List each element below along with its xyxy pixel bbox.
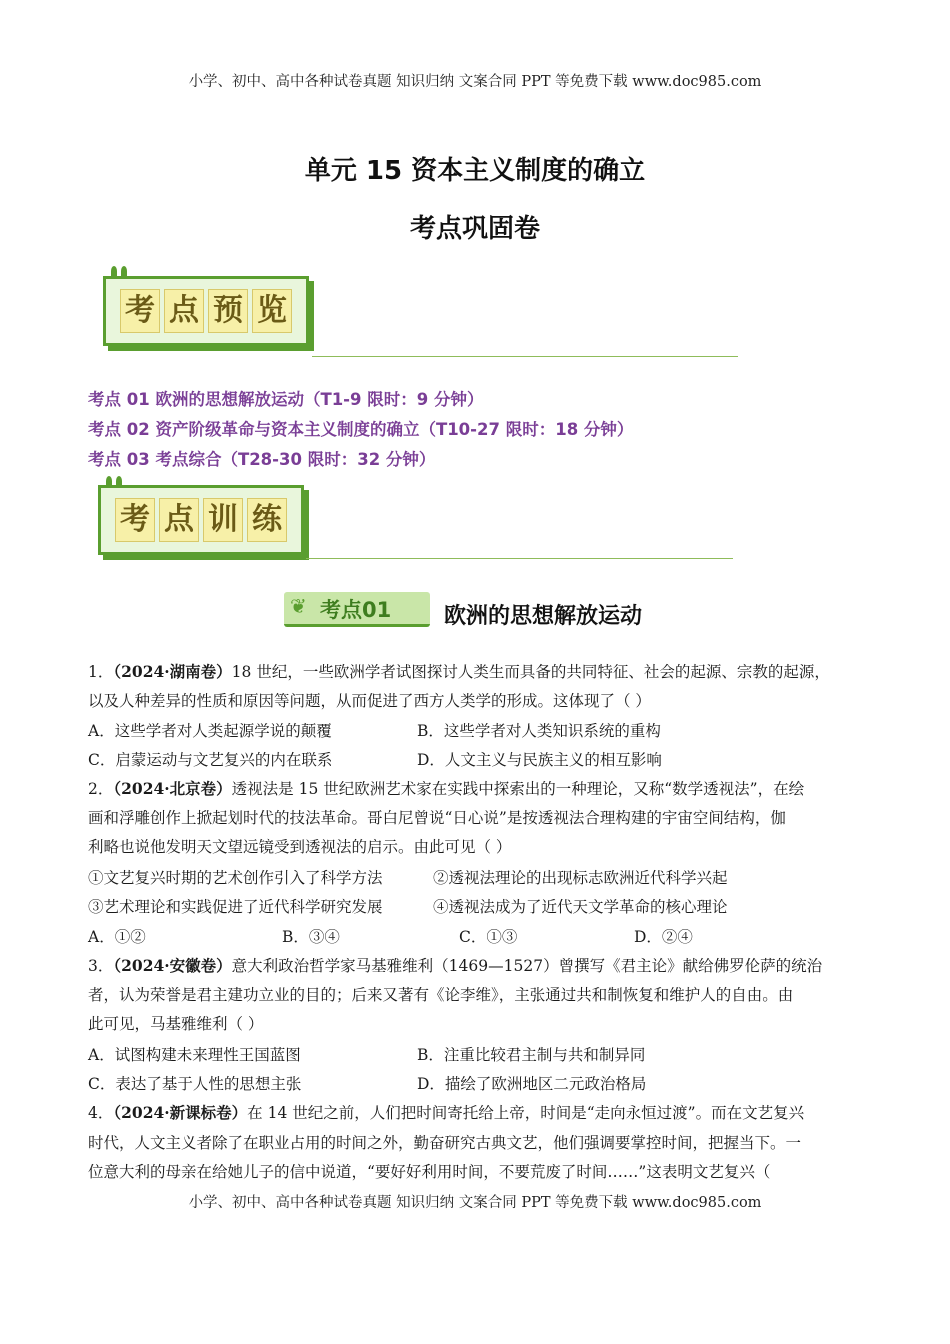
badge-char: 览 [252,289,292,333]
badge-char: 训 [203,498,243,542]
question-1: 1．（2024·湖南卷）18 世纪，一些欧洲学者试图探讨人类生而具备的共同特征、社会的起源、宗教的起源， [88,662,830,681]
option-d: D．②④ [634,928,693,946]
option-c: C．①③ [459,928,518,946]
badge-char: 点 [164,289,204,333]
page-subtitle: 考点巩固卷 [409,214,540,244]
page-footer: 小学、初中、高中各种试卷真题 知识归纳 文案合同 PPT 等免费下载 www.doc985.com [188,1195,762,1211]
outline-item: 考点 03 考点综合（T28-30 限时：32 分钟） [88,450,436,469]
option-a: A．①② [88,928,146,946]
divider [306,558,733,559]
statement-1: ①文艺复兴时期的艺术创作引入了科学方法 [88,869,383,887]
question-text: 画和浮雕创作上掀起划时代的技法革命。哥白尼曾说“日心说”是按透视法合理构建的宇宙空间结构，伽 [88,809,786,827]
statement-3: ③艺术理论和实践促进了近代科学研究发展 [88,898,383,916]
outline-item: 考点 01 欧洲的思想解放运动（T1-9 限时：9 分钟） [88,390,484,409]
question-text: 利略也说他发明天文望远镜受到透视法的启示。由此可见（ ） [88,838,512,856]
section-badge [284,588,434,628]
leaf-icon [111,266,117,276]
option-a: A．这些学者对人类起源学说的颠覆 [88,722,332,740]
question-4: 4．（2024·新课标卷）在 14 世纪之前，人们把时间寄托给上帝，时间是“走向永恒过渡”。而在文艺复兴 [88,1103,805,1122]
statement-2: ②透视法理论的出现标志欧洲近代科学兴起 [433,869,728,887]
outline-item: 考点 02 资产阶级革命与资本主义制度的确立（T10-27 限时：18 分钟） [88,420,634,439]
section-title: 欧洲的思想解放运动 [444,604,643,629]
badge-char: 考 [120,289,160,333]
question-text: 位意大利的母亲在给她儿子的信中说道，“要好好利用时间，不要荒废了时间……”这表明文艺复兴（ [88,1163,771,1181]
leaf-icon [121,266,127,276]
question-text: 此可见，马基雅维利（ ） [88,1015,264,1033]
option-c: C．启蒙运动与文艺复兴的内在联系 [88,751,333,769]
question-text: 以及人种差异的性质和原因等问题，从而促进了西方人类学的形成。这体现了（ ） [88,692,651,710]
question-2: 2．（2024·北京卷）透视法是 15 世纪欧洲艺术家在实践中探索出的一种理论，又称“数学透视法”，在绘 [88,779,805,798]
option-b: B．注重比较君主制与共和制异同 [417,1046,646,1064]
plant-icon: ❦ [290,594,307,618]
option-d: D．描绘了欧洲地区二元政治格局 [417,1075,647,1093]
divider [312,356,738,357]
question-text: 时代，人文主义者除了在职业占用的时间之外，勤奋研究古典文艺，他们强调要掌控时间，把握当下。一 [88,1134,802,1152]
question-text: 者，认为荣誉是君主建功立业的目的；后来又著有《论李维》，主张通过共和制恢复和维护人的自由。由 [88,986,794,1004]
page-header: 小学、初中、高中各种试卷真题 知识归纳 文案合同 PPT 等免费下载 www.doc985.com [188,74,762,90]
badge-char: 考 [115,498,155,542]
option-b: B．这些学者对人类知识系统的重构 [417,722,661,740]
badge-char: 点 [159,498,199,542]
question-3: 3．（2024·安徽卷）意大利政治哲学家马基雅维利（1469—1527）曾撰写《君主论》献给佛罗伦萨的统治 [88,956,823,975]
badge-char: 练 [247,498,287,542]
option-c: C．表达了基于人性的思想主张 [88,1075,302,1093]
option-a: A．试图构建未来理性王国蓝图 [88,1046,301,1064]
option-d: D．人文主义与民族主义的相互影响 [417,751,662,769]
statement-4: ④透视法成为了近代天文学革命的核心理论 [433,898,728,916]
section-badge-label: 考点01 [320,598,392,622]
badge-char: 预 [208,289,248,333]
training-badge [98,485,304,555]
preview-badge [103,276,309,346]
option-b: B．③④ [282,928,340,946]
page-title: 单元 15 资本主义制度的确立 [304,156,646,186]
